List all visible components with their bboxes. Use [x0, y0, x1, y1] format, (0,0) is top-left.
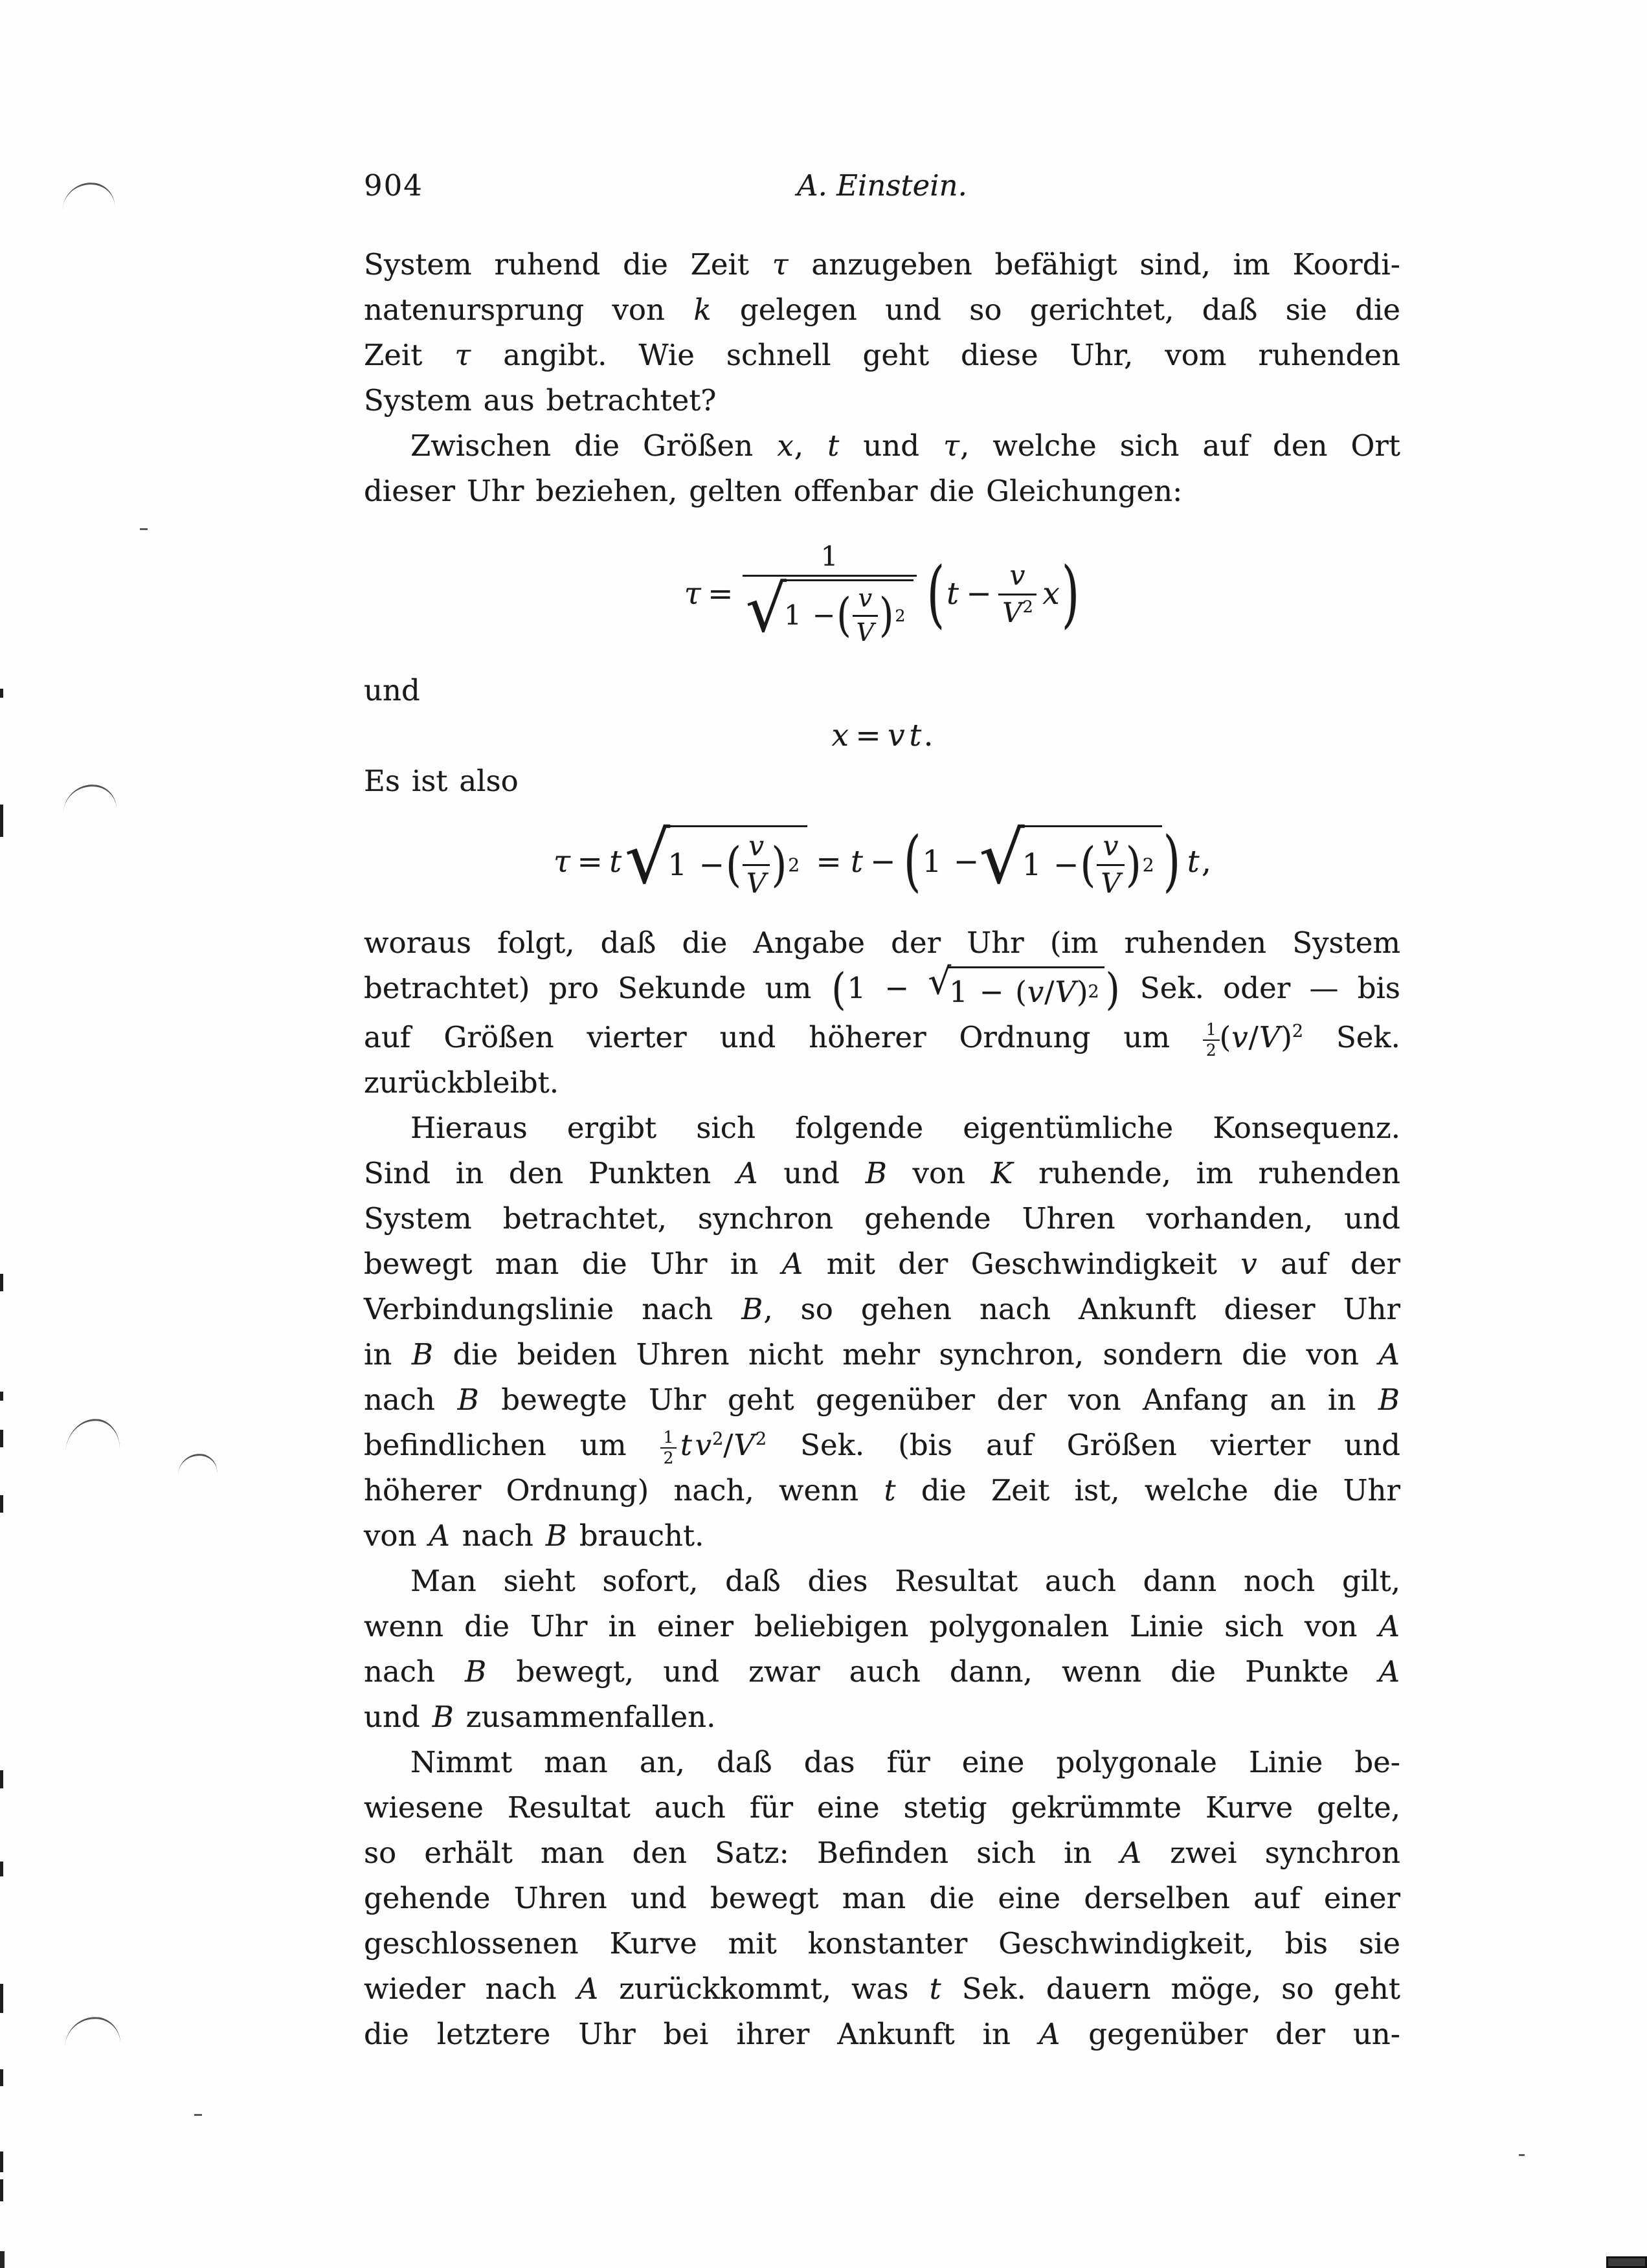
fraction-denominator	[998, 598, 1036, 628]
math-variable: v	[1027, 975, 1044, 1009]
math-variable: τ	[684, 576, 701, 612]
connector-line	[364, 759, 1400, 804]
big-parenthesis: )	[1061, 551, 1080, 637]
text-line	[364, 2012, 1400, 2057]
text-line	[364, 1966, 1400, 2012]
text-run: 1 −	[847, 971, 928, 1005]
text-line	[364, 242, 1400, 287]
scan-edge-mark	[0, 2179, 3, 2201]
math-variable: B	[545, 1518, 567, 1553]
text-run: 2	[1022, 596, 1033, 616]
math-variable: B	[741, 1292, 763, 1326]
text-column	[364, 163, 1400, 2057]
math-variable: B	[411, 1337, 433, 1372]
text-run: 1 −	[922, 844, 980, 880]
fraction-bar	[853, 615, 879, 617]
math-variable: V	[746, 867, 767, 899]
math-variable: v	[1240, 1247, 1257, 1281]
fraction-bar	[743, 864, 770, 866]
math-variable: t	[680, 1428, 692, 1462]
scan-arc-mark	[65, 1418, 122, 1456]
text-run: System betrachtet, synchron gehende Uhren vorhanden, und	[364, 1201, 1400, 1236]
math-variable: τ	[943, 428, 959, 463]
math-variable: A	[1120, 1836, 1142, 1870]
fraction-numerator	[660, 1429, 677, 1446]
big-parenthesis: )	[1125, 837, 1141, 893]
scan-edge-mark	[0, 2069, 3, 2086]
text-line	[364, 1015, 1400, 1060]
math-variable: V	[1101, 867, 1121, 899]
math-variable: A	[1378, 1337, 1400, 1372]
math-superscript	[1023, 596, 1033, 616]
fraction-denominator	[1097, 869, 1125, 899]
text-run: betrachtet) pro Sekunde um	[364, 971, 831, 1005]
text-run: )	[1281, 1020, 1292, 1054]
text-run: Sek. oder — bis	[1121, 971, 1400, 1005]
math-variable: t	[947, 576, 959, 612]
text-line	[364, 1649, 1400, 1695]
math-fraction	[743, 831, 770, 898]
text-line	[364, 1423, 1400, 1468]
text-run: Sind in den Punkten	[364, 1156, 736, 1190]
page-header	[364, 163, 1400, 208]
text-run: und	[364, 1700, 432, 1734]
text-run: /	[1248, 1020, 1259, 1054]
text-run: woraus folgt, daß die Angabe der Uhr (im ruhenden System	[364, 926, 1400, 960]
scan-edge-mark	[0, 1770, 3, 1788]
text-run: 2	[1292, 1021, 1304, 1041]
math-superscript	[712, 1429, 723, 1449]
text-run: =	[577, 844, 603, 880]
math-variable: V	[1002, 596, 1022, 628]
scan-edge-mark	[0, 1984, 3, 2013]
text-line	[364, 1921, 1400, 1966]
math-variable: B	[457, 1383, 479, 1417]
text-run: Zwischen die Größen	[410, 428, 777, 463]
math-superscript	[756, 1429, 767, 1449]
text-run: 1	[663, 1427, 674, 1447]
text-run: Sek.	[1303, 1020, 1400, 1054]
text-line	[364, 1377, 1400, 1423]
text-line	[364, 1876, 1400, 1921]
math-variable: t	[929, 1972, 941, 2006]
text-line	[364, 1830, 1400, 1876]
text-run: Nimmt man an, daß das für eine polygonale Linie be-	[410, 1745, 1400, 1779]
math-radical	[928, 961, 1104, 1015]
math-variable: A	[1038, 2017, 1060, 2051]
math-variable: τ	[454, 338, 471, 372]
text-run: die beiden Uhren nicht mehr synchron, sondern die von	[433, 1337, 1378, 1372]
scan-edge-mark	[0, 1495, 3, 1513]
text-run: auf Größen vierter und höherer Ordnung um	[364, 1020, 1203, 1054]
math-fraction	[998, 561, 1036, 628]
text-run: 2	[755, 1429, 767, 1449]
radical-sign-icon: √	[979, 817, 1025, 901]
text-run: System aus betrachtet?	[364, 383, 717, 417]
text-run: wenn die Uhr in einer beliebigen polygonalen Linie sich von	[364, 1609, 1378, 1643]
scan-edge-mark	[0, 805, 3, 837]
math-variable: V	[856, 617, 875, 647]
math-variable: V	[734, 1428, 755, 1462]
math-variable: x	[777, 428, 794, 463]
math-variable: v	[858, 583, 873, 612]
scan-edge-mark	[0, 689, 3, 698]
big-parenthesis: (	[836, 588, 851, 642]
text-run: von	[887, 1156, 991, 1190]
math-variable: v	[1009, 559, 1025, 591]
math-variable: t	[1187, 844, 1200, 880]
text-line	[364, 378, 1400, 423]
radical-sign-icon: √	[928, 961, 952, 1003]
text-line	[364, 1695, 1400, 1740]
text-run: zwei synchron	[1142, 1836, 1400, 1870]
scan-arc-mark	[178, 1452, 218, 1476]
scan-dash-mark	[194, 2114, 202, 2116]
big-parenthesis: )	[1163, 823, 1181, 900]
text-run: höherer Ordnung) nach, wenn	[364, 1473, 884, 1507]
scan-dash-mark	[1519, 2154, 1525, 2156]
text-run: und	[364, 673, 420, 707]
scan-edge-mark	[0, 1862, 3, 1876]
text-line	[364, 1196, 1400, 1241]
text-run: so erhält man den Satz: Befinden sich in	[364, 1836, 1120, 1870]
math-variable: B	[432, 1700, 454, 1734]
text-run: /	[723, 1428, 734, 1462]
math-radical	[979, 817, 1161, 901]
page-number: 904	[364, 168, 423, 203]
text-run: bewegt, und zwar auch dann, wenn die Punkte	[487, 1654, 1378, 1689]
text-line	[364, 1332, 1400, 1377]
text-run: 2	[663, 1448, 674, 1467]
scan-dash-mark	[140, 528, 148, 530]
text-run: zurückkommt, was	[599, 1972, 929, 2006]
text-run: dieser Uhr beziehen, gelten offenbar die Gleichungen:	[364, 474, 1183, 508]
text-run: , so gehen nach Ankunft dieser Uhr	[763, 1292, 1401, 1326]
fraction-numerator	[1099, 831, 1123, 862]
text-line	[364, 1151, 1400, 1196]
text-run: braucht.	[567, 1518, 704, 1553]
math-variable: A	[1378, 1609, 1400, 1643]
text-run: zurückbleibt.	[364, 1065, 559, 1100]
fraction-denominator	[743, 572, 917, 647]
math-variable: v	[1103, 830, 1119, 862]
big-parenthesis: (	[903, 823, 921, 900]
math-variable: x	[1042, 576, 1060, 612]
text-line	[364, 1604, 1400, 1649]
text-run: nach	[364, 1654, 465, 1689]
scan-corner-mark	[0, 2251, 5, 2268]
math-variable: A	[429, 1518, 450, 1553]
fraction-numerator	[855, 585, 877, 612]
math-superscript	[1292, 1021, 1303, 1041]
text-line	[364, 1785, 1400, 1830]
scan-black-rectangle	[1606, 2256, 1647, 2268]
text-run: nach	[364, 1383, 457, 1417]
text-run: Es ist also	[364, 764, 519, 798]
text-run: ,	[1202, 844, 1211, 880]
big-parenthesis: )	[771, 837, 787, 893]
math-variable: B	[465, 1654, 487, 1689]
text-run: , welche sich auf den Ort	[959, 428, 1400, 463]
math-fraction	[853, 585, 879, 647]
text-line	[364, 961, 1400, 1016]
display-formula	[364, 526, 1400, 663]
text-run: Sek. (bis auf Größen vierter und	[767, 1428, 1400, 1462]
text-run: bewegt man die Uhr in	[364, 1247, 781, 1281]
text-line	[364, 1740, 1400, 1785]
text-run: zusammenfallen.	[454, 1700, 716, 1734]
fraction-bar	[998, 594, 1036, 595]
math-fraction	[743, 542, 917, 646]
text-run: 2	[1088, 982, 1099, 1002]
text-run: 2	[788, 854, 800, 876]
scan-arc-mark	[65, 2016, 122, 2050]
big-parenthesis: )	[879, 588, 894, 642]
text-run: =	[855, 718, 881, 753]
text-run: angibt. Wie schnell geht diese Uhr, vom ruhenden	[471, 338, 1400, 372]
text-run: natenursprung von	[364, 293, 693, 327]
connector-line	[364, 668, 1400, 713]
radicand	[781, 579, 913, 647]
fraction-denominator	[1203, 1042, 1220, 1059]
big-parenthesis: (	[726, 837, 741, 893]
math-variable: V	[1259, 1020, 1281, 1054]
text-run: 1	[820, 540, 838, 573]
text-line	[364, 1241, 1400, 1287]
text-run: (	[1219, 1020, 1231, 1054]
math-fraction	[1203, 1021, 1220, 1059]
text-run: Zeit	[364, 338, 454, 372]
math-variable: v	[888, 718, 905, 753]
text-run: Verbindungslinie nach	[364, 1292, 741, 1326]
math-variable: x	[831, 718, 849, 753]
text-run: gelegen und so gerichtet, daß sie die	[711, 293, 1400, 327]
text-run: und	[840, 428, 943, 463]
math-variable: B	[865, 1156, 887, 1190]
big-parenthesis: (	[1080, 837, 1096, 893]
text-run: anzugeben befähigt sind, im Koordi-	[789, 247, 1400, 282]
text-run: =	[816, 844, 842, 880]
text-run: 1	[1205, 1019, 1216, 1039]
math-variable: A	[1378, 1654, 1400, 1689]
math-radical	[624, 817, 807, 901]
text-run: befindlichen um	[364, 1428, 660, 1462]
text-run: wiesene Resultat auch für eine stetig gekrümmte Kurve gelte,	[364, 1790, 1400, 1825]
text-run: die letztere Uhr bei ihrer Ankunft in	[364, 2017, 1038, 2051]
text-run: /	[1044, 975, 1055, 1009]
text-run: )	[1076, 975, 1088, 1009]
text-line	[364, 333, 1400, 378]
math-variable: V	[1055, 975, 1076, 1009]
math-variable: B	[1378, 1383, 1400, 1417]
text-run: gegenüber der un-	[1060, 2017, 1400, 2051]
text-run: =	[708, 576, 734, 612]
text-run: ,	[794, 428, 827, 463]
math-variable: K	[991, 1156, 1013, 1190]
text-line	[364, 1287, 1400, 1332]
scan-edge-mark	[0, 1430, 3, 1447]
scan-arc-mark	[63, 783, 118, 815]
text-run: geschlossenen Kurve mit konstanter Geschwindigkeit, bis sie	[364, 1926, 1400, 1961]
text-run: 1 − (	[949, 975, 1027, 1009]
math-variable: t	[850, 844, 863, 880]
math-variable: v	[695, 1428, 712, 1462]
radical-sign-icon: √	[745, 572, 787, 647]
text-line	[364, 1106, 1400, 1151]
text-run: 1 −	[783, 599, 836, 631]
math-variable: t	[827, 428, 840, 463]
text-line	[364, 469, 1400, 514]
text-run: auf der	[1257, 1247, 1400, 1281]
text-run: 1 −	[667, 847, 725, 883]
scan-edge-mark	[0, 2151, 3, 2172]
math-variable: k	[693, 293, 711, 327]
math-variable: A	[736, 1156, 758, 1190]
text-run: 2	[712, 1429, 724, 1449]
big-parenthesis: (	[831, 964, 846, 1016]
text-run: von	[364, 1518, 429, 1553]
math-variable: A	[577, 1972, 599, 2006]
scan-arc-mark	[63, 181, 116, 212]
text-line	[364, 1468, 1400, 1513]
fraction-numerator	[818, 542, 842, 572]
math-radical	[745, 572, 913, 647]
math-fraction	[660, 1429, 677, 1467]
text-run: nach	[450, 1518, 545, 1553]
fraction-bar	[1097, 864, 1125, 866]
text-line	[364, 920, 1400, 966]
text-run: 2	[895, 606, 906, 626]
text-run: Sek. dauern möge, so geht	[941, 1972, 1400, 2006]
text-run: −	[870, 844, 896, 880]
text-run: die Zeit ist, welche die Uhr	[896, 1473, 1400, 1507]
math-variable: v	[748, 830, 765, 862]
text-run: 2	[1205, 1040, 1216, 1060]
scan-edge-mark	[0, 1274, 3, 1291]
text-line	[364, 287, 1400, 333]
scan-edge-mark	[0, 1392, 3, 1401]
math-variable: τ	[772, 247, 789, 282]
text-run: mit der Geschwindigkeit	[803, 1247, 1240, 1281]
big-parenthesis: (	[926, 551, 945, 637]
math-variable: τ	[554, 844, 571, 880]
fraction-denominator	[743, 869, 770, 899]
text-run: wieder nach	[364, 1972, 577, 2006]
math-variable: t	[909, 718, 922, 753]
text-line	[364, 1060, 1400, 1106]
text-line	[364, 1559, 1400, 1604]
fraction-denominator	[660, 1450, 677, 1467]
radicand	[1020, 825, 1162, 898]
text-run: und	[758, 1156, 865, 1190]
text-run: 1 −	[1022, 847, 1079, 883]
text-run: Hieraus ergibt sich folgende eigentümliche Konsequenz.	[410, 1111, 1400, 1145]
text-run: −	[966, 576, 992, 612]
math-variable: A	[781, 1247, 803, 1281]
text-line	[364, 1513, 1400, 1559]
text-line	[364, 423, 1400, 469]
running-head: A. Einstein.	[797, 168, 967, 203]
radical-sign-icon: √	[624, 817, 671, 901]
text-run: .	[923, 718, 934, 753]
body-text	[364, 242, 1400, 2057]
text-run: 2	[1142, 854, 1154, 876]
fraction-numerator	[1006, 561, 1029, 591]
math-variable: t	[884, 1473, 896, 1507]
display-formula	[364, 813, 1400, 911]
text-run: Man sieht sofort, daß dies Resultat auch dann noch gilt,	[410, 1564, 1400, 1598]
display-formula	[364, 713, 1400, 759]
fraction-denominator	[853, 619, 879, 647]
fraction-numerator	[745, 831, 768, 862]
text-run: in	[364, 1337, 411, 1372]
text-run: bewegte Uhr geht gegenüber der von Anfang an in	[479, 1383, 1378, 1417]
text-run: gehende Uhren und bewegt man die eine derselben auf einer	[364, 1881, 1400, 1915]
fraction-numerator	[1203, 1021, 1220, 1038]
big-parenthesis: )	[1105, 964, 1120, 1016]
math-variable: t	[609, 844, 622, 880]
text-run: ruhende, im ruhenden	[1013, 1156, 1400, 1190]
math-variable: v	[1231, 1020, 1248, 1054]
math-fraction	[1097, 831, 1125, 898]
radicand	[665, 825, 807, 898]
text-run: System ruhend die Zeit	[364, 247, 772, 282]
radicand	[948, 966, 1104, 1015]
